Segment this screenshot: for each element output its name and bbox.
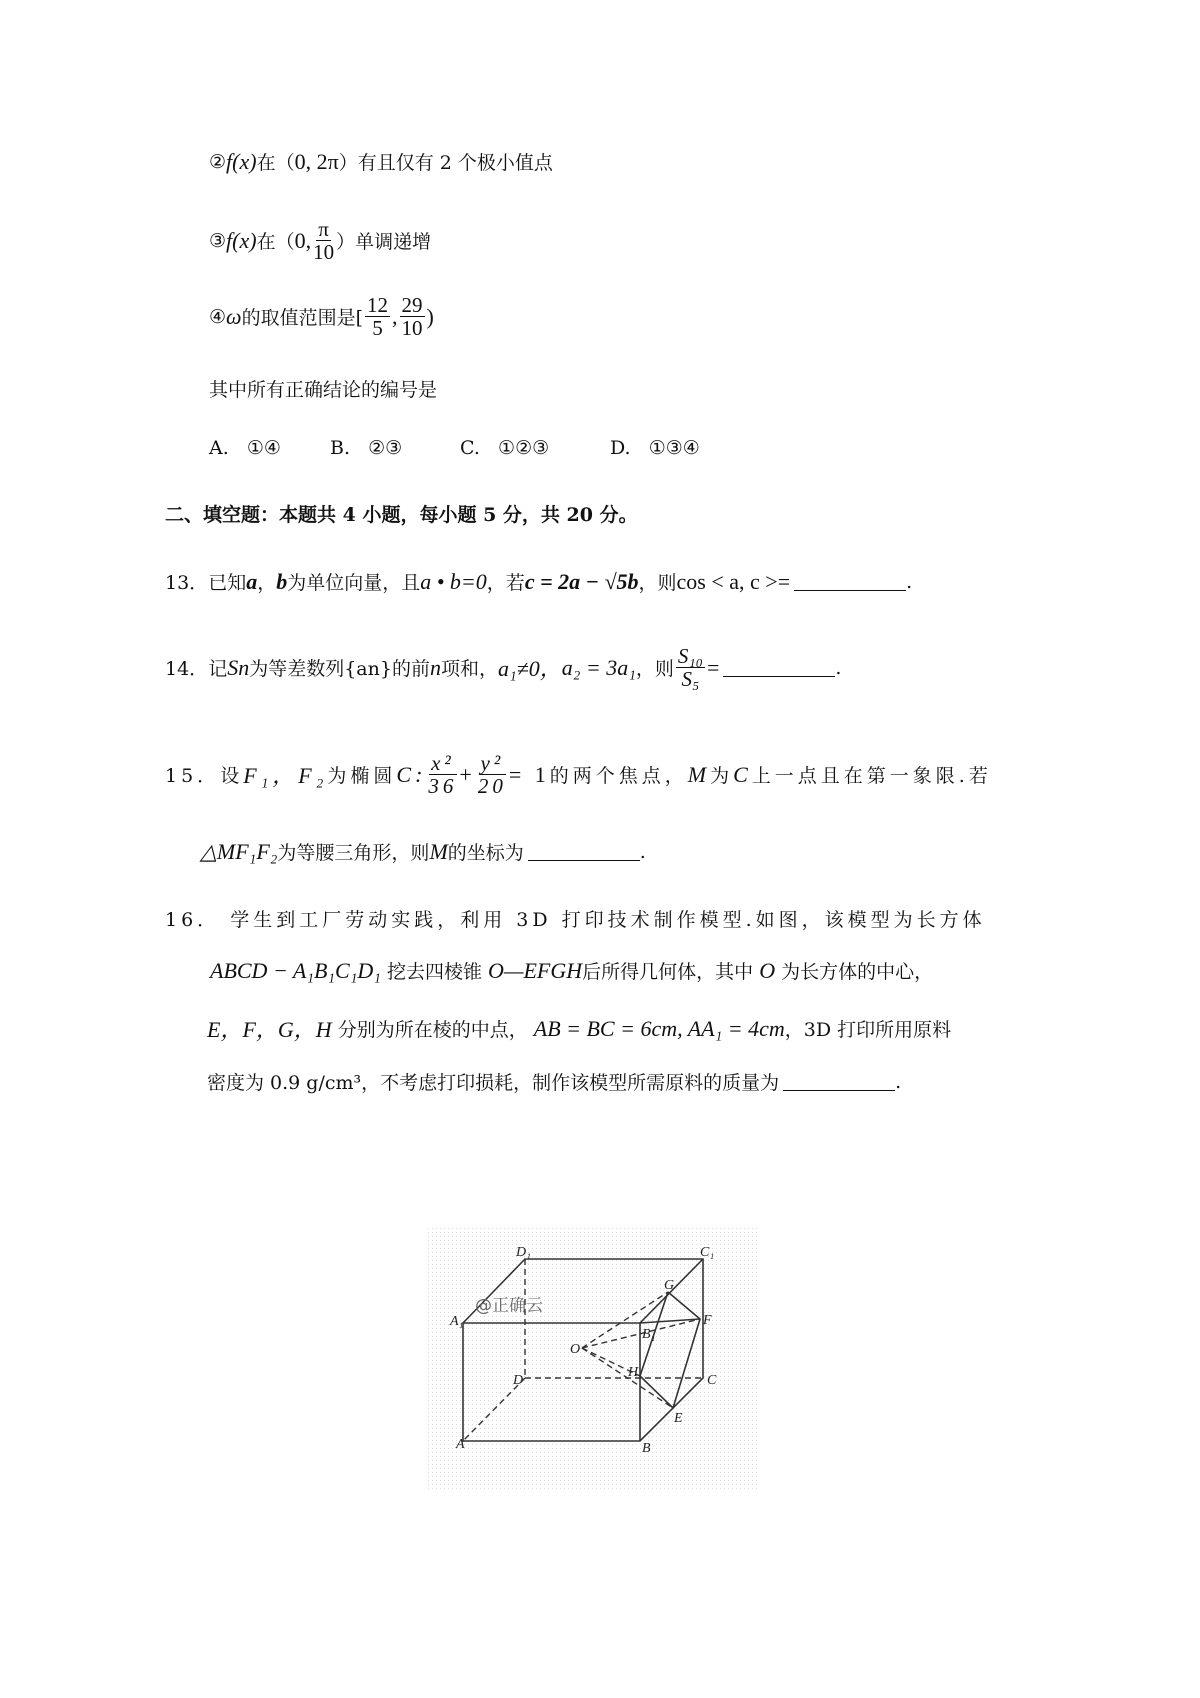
math: C: bbox=[396, 761, 427, 787]
text: 分别为所在棱的中点， bbox=[337, 1019, 528, 1041]
text: . bbox=[895, 1070, 902, 1093]
question-number: 14． bbox=[165, 658, 209, 681]
math: ω bbox=[226, 303, 242, 329]
text: 在（ bbox=[256, 231, 295, 254]
text: 学生到工厂劳动实践，利用 3D 打印技术制作模型.如图，该模型为长方体 bbox=[230, 909, 986, 931]
question-number: 13． bbox=[165, 572, 209, 594]
label-e: E bbox=[674, 1411, 683, 1426]
numerator: 12 bbox=[367, 293, 389, 317]
numerator: x² bbox=[431, 751, 455, 775]
option-value: ①④ bbox=[246, 437, 281, 459]
denominator: 36 bbox=[428, 774, 458, 799]
question-16-line2 bbox=[210, 957, 933, 984]
math: 0, bbox=[294, 227, 312, 253]
label-g: G bbox=[664, 1278, 675, 1293]
math: 0, 2π bbox=[294, 148, 339, 174]
prompt: 其中所有正确结论的编号是 bbox=[209, 379, 438, 401]
label-a1: A₁ bbox=[450, 1314, 464, 1329]
text: ）有且仅有 2 个极小值点 bbox=[338, 152, 553, 174]
answer-blank[interactable] bbox=[528, 842, 640, 861]
label-d: D bbox=[513, 1373, 524, 1388]
text: 为长方体的中心， bbox=[781, 961, 934, 983]
numerator: S₁₀ bbox=[677, 644, 703, 668]
text: 的坐标为 bbox=[447, 842, 524, 864]
label-a: A bbox=[456, 1437, 465, 1452]
option-value: ②③ bbox=[368, 437, 403, 459]
text: 记 bbox=[208, 658, 228, 681]
math: Sn bbox=[227, 654, 250, 680]
math: M bbox=[429, 838, 448, 864]
text: . bbox=[639, 840, 646, 863]
math: E，F，G，H bbox=[207, 1017, 332, 1042]
text: . bbox=[835, 656, 842, 679]
option-value: ①③④ bbox=[648, 437, 700, 459]
fraction bbox=[676, 645, 705, 690]
math: ABCD − A₁B₁C₁D₁ bbox=[210, 957, 381, 983]
math: a bbox=[246, 568, 258, 594]
math: a • b=0 bbox=[420, 568, 487, 594]
option-value: ①②③ bbox=[498, 437, 550, 459]
denominator: 5 bbox=[372, 316, 383, 341]
text: 密度为 0.9 g/cm³，不考虑打印损耗，制作该模型所需原料的质量为 bbox=[207, 1072, 780, 1094]
label-h: H bbox=[628, 1365, 639, 1380]
option-key: C. bbox=[460, 437, 480, 459]
question-number: 16． bbox=[165, 909, 221, 931]
text: ，若 bbox=[486, 572, 525, 594]
math: f(x) bbox=[226, 227, 257, 253]
answer-blank[interactable] bbox=[783, 1072, 895, 1091]
text: ) bbox=[426, 303, 434, 329]
label-b1: B₁ bbox=[642, 1327, 656, 1342]
denominator: 20 bbox=[477, 774, 507, 799]
math: AB = BC = 6cm, AA₁ = 4cm bbox=[533, 1015, 785, 1041]
text: ）单调递增 bbox=[336, 231, 432, 254]
math: + bbox=[459, 761, 476, 787]
label-o: O bbox=[570, 1342, 581, 1357]
answer-blank[interactable] bbox=[794, 572, 906, 591]
text: 上一点且在第一象限.若 bbox=[751, 765, 992, 788]
cuboid-figure bbox=[425, 1228, 760, 1490]
text: 为 bbox=[710, 765, 734, 788]
watermark: @正确云 bbox=[475, 1296, 543, 1316]
math: cos < a, c >= bbox=[676, 568, 791, 594]
text: ，则 bbox=[638, 572, 677, 594]
answer-blank[interactable] bbox=[723, 658, 835, 677]
statement-4: ④ ω 的取值范围是[ $\frac{12}{5}$ , $\frac{29}{10}$ ) bbox=[209, 293, 434, 341]
label-d1: D₁ bbox=[516, 1245, 531, 1260]
math: C bbox=[733, 761, 752, 787]
circled-number: ④ bbox=[209, 305, 227, 328]
question-16-line3 bbox=[207, 1013, 951, 1044]
math: n bbox=[429, 654, 441, 680]
math: △MF₁F₂ bbox=[200, 838, 278, 864]
fraction bbox=[313, 218, 334, 263]
math: a₁≠0， bbox=[497, 656, 562, 682]
question-16-line4 bbox=[207, 1068, 901, 1095]
option-c[interactable] bbox=[460, 437, 549, 459]
fraction bbox=[365, 294, 390, 339]
text: ， bbox=[257, 572, 277, 594]
label-c1: C₁ bbox=[700, 1245, 715, 1260]
text: 的取值范围是[ bbox=[241, 307, 364, 330]
statement-3 bbox=[209, 218, 431, 263]
option-key: A. bbox=[209, 437, 229, 459]
option-key: D. bbox=[610, 437, 631, 459]
circled-number: ③ bbox=[209, 229, 227, 252]
numerator: π bbox=[318, 217, 329, 241]
figure-background bbox=[425, 1228, 760, 1490]
math: = bbox=[706, 654, 720, 680]
section-heading: 二、填空题：本题共 4 小题，每小题 5 分，共 20 分。 bbox=[165, 504, 638, 526]
fraction bbox=[400, 294, 425, 339]
math: b bbox=[276, 568, 288, 594]
math: M bbox=[687, 761, 711, 787]
question-15-line2 bbox=[200, 838, 646, 865]
option-b[interactable] bbox=[330, 437, 402, 459]
text: 为椭圆 bbox=[327, 765, 397, 788]
math: = 1 bbox=[508, 761, 550, 787]
text: 后所得几何体，其中 bbox=[582, 961, 754, 983]
fraction bbox=[428, 752, 457, 797]
question-13 bbox=[165, 568, 912, 595]
numerator: y² bbox=[480, 751, 505, 775]
numerator: 29 bbox=[401, 293, 423, 317]
text: 挖去四棱锥 bbox=[386, 961, 482, 983]
text: ，3D 打印所用原料 bbox=[784, 1019, 952, 1041]
question-14 bbox=[165, 645, 841, 690]
text: . bbox=[906, 570, 913, 593]
statement-2 bbox=[209, 148, 553, 175]
text: 为等腰三角形，则 bbox=[277, 842, 430, 864]
math: c = 2a − √5b bbox=[524, 568, 639, 594]
math: a₂ = 3a₁ bbox=[561, 654, 636, 680]
math: O bbox=[759, 957, 776, 983]
label-b: B bbox=[642, 1441, 651, 1456]
circled-number: ② bbox=[209, 150, 227, 173]
label-f: F bbox=[703, 1313, 712, 1328]
question-16 bbox=[165, 905, 986, 932]
question-number: 15． bbox=[165, 765, 221, 788]
denominator: 10 bbox=[401, 316, 423, 341]
text: 项和， bbox=[440, 658, 498, 681]
text: 的两个焦点， bbox=[549, 765, 688, 788]
math: O—EFGH bbox=[488, 957, 583, 983]
question-15 bbox=[165, 752, 992, 797]
denominator: 10 bbox=[313, 240, 335, 265]
label-c: C bbox=[707, 1373, 717, 1388]
text: 为等差数列{an}的前 bbox=[249, 658, 430, 681]
text: 在（ bbox=[256, 152, 295, 174]
option-d[interactable] bbox=[610, 437, 700, 459]
math: F₁，F₂ bbox=[243, 763, 328, 789]
text: 为单位向量，且 bbox=[287, 572, 421, 594]
denominator: S₅ bbox=[681, 667, 700, 692]
option-a[interactable] bbox=[209, 437, 281, 459]
text: 已知 bbox=[208, 572, 247, 594]
option-key: B. bbox=[330, 437, 351, 459]
fraction bbox=[478, 752, 507, 797]
text: 设 bbox=[220, 765, 244, 788]
text: ，则 bbox=[635, 658, 674, 681]
math: f(x) bbox=[226, 148, 257, 174]
